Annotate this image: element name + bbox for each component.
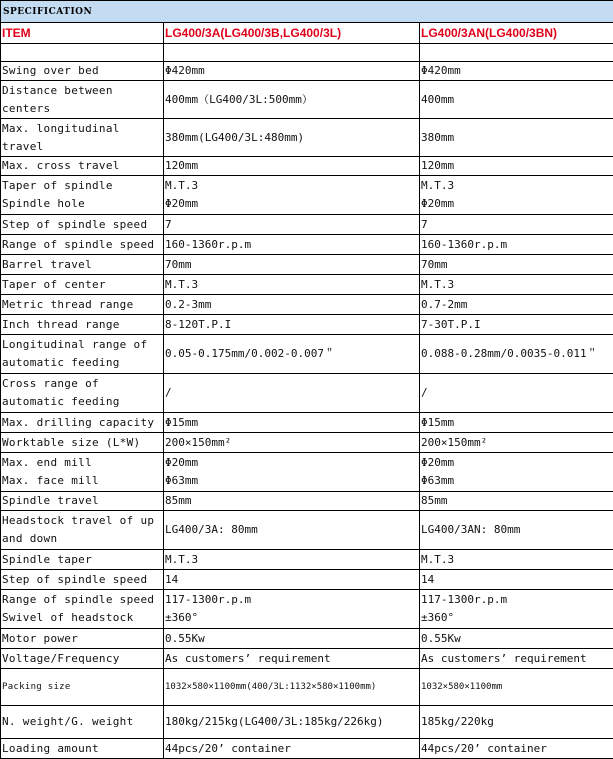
- spec-value: 14: [165, 571, 418, 589]
- spec-value: 120mm: [165, 157, 418, 175]
- spec-value: As customers’ requirement: [165, 650, 418, 668]
- spec-item-label: Worktable size (L*W): [2, 434, 162, 452]
- spec-value: ±360°: [421, 609, 612, 627]
- spec-value: 70mm: [165, 256, 418, 274]
- spec-value-an-cell: [420, 706, 613, 739]
- spec-value: M.T.3: [421, 177, 612, 195]
- spec-row: [1, 433, 613, 453]
- spec-value-an-cell: [420, 275, 613, 295]
- spec-item-label: Range of spindle speed: [2, 236, 162, 254]
- spec-item-label: Step of spindle speed: [2, 216, 162, 234]
- spec-item-cell: [1, 81, 164, 119]
- spec-item-label: Packing size: [2, 678, 162, 696]
- spec-item-cell: [1, 255, 164, 275]
- spec-value: 44pcs/20’ container: [421, 740, 612, 758]
- spec-item-label: Spindle travel: [2, 492, 162, 510]
- spec-item-label: Inch thread range: [2, 316, 162, 334]
- spec-value-an-cell: [420, 669, 613, 706]
- spec-value-an-cell: [420, 62, 613, 81]
- spec-row: [1, 215, 613, 235]
- spec-row: [1, 374, 613, 413]
- spec-value-an-cell: [420, 433, 613, 453]
- spec-row: [1, 590, 613, 629]
- spec-item-label: Taper of center: [2, 276, 162, 294]
- spec-value-an-cell: [420, 215, 613, 235]
- spec-value: 180kg/215kg(LG400/3L:185kg/226kg): [165, 713, 418, 731]
- spec-value-a-cell: [164, 374, 420, 413]
- spec-item-cell: [1, 669, 164, 706]
- spec-item-cell: [1, 119, 164, 157]
- spec-row: [1, 570, 613, 590]
- spec-value-a-cell: [164, 119, 420, 157]
- spec-value-an-cell: [420, 119, 613, 157]
- spec-value-an-cell: [420, 255, 613, 275]
- spec-item-label: Swing over bed: [2, 62, 162, 80]
- spec-value: 70mm: [421, 256, 612, 274]
- spec-item-cell: [1, 315, 164, 335]
- spec-item-label: Max. cross travel: [2, 157, 162, 175]
- spec-value: 1032×580×1100mm(400/3L:1132×580×1100mm): [165, 678, 418, 696]
- spec-item-label: Max. face mill: [2, 472, 162, 490]
- spec-value: M.T.3: [165, 177, 418, 195]
- spec-item-cell: [1, 433, 164, 453]
- spec-item-label: Range of spindle speed: [2, 591, 162, 609]
- spec-value-a-cell: [164, 413, 420, 433]
- spec-value-a-cell: [164, 81, 420, 119]
- spec-value-a-cell: [164, 649, 420, 669]
- spec-value-an-cell: [420, 570, 613, 590]
- blank-row: [1, 44, 613, 62]
- spec-value-a-cell: [164, 629, 420, 649]
- blank-cell: [1, 44, 164, 62]
- spec-value-a-cell: [164, 550, 420, 570]
- spec-value: Φ20mm: [165, 195, 418, 213]
- spec-value-an-cell: [420, 629, 613, 649]
- spec-value: 0.05-0.175mm/0.002-0.007＂: [165, 345, 418, 363]
- spec-value-a-cell: [164, 590, 420, 629]
- spec-value: M.T.3: [421, 276, 612, 294]
- spec-value: 117-1300r.p.m: [165, 591, 418, 609]
- spec-item-label: Max. drilling capacity: [2, 414, 162, 432]
- spec-value: 380mm: [421, 129, 612, 147]
- spec-value: Φ20mm: [165, 454, 418, 472]
- spec-item-cell: [1, 570, 164, 590]
- spec-value-a-cell: [164, 295, 420, 315]
- spec-item-cell: [1, 157, 164, 176]
- spec-item-label: Swivel of headstock: [2, 609, 162, 627]
- spec-value-a-cell: [164, 453, 420, 492]
- spec-value: M.T.3: [421, 551, 612, 569]
- spec-row: [1, 157, 613, 176]
- spec-value-an-cell: [420, 511, 613, 550]
- spec-row: [1, 706, 613, 739]
- spec-value: 1032×580×1100mm: [421, 678, 612, 696]
- header-model-an: LG400/3AN(LG400/3BN): [420, 23, 613, 44]
- spec-value-an-cell: [420, 550, 613, 570]
- spec-value-a-cell: [164, 157, 420, 176]
- blank-cell: [420, 44, 613, 62]
- spec-value: ±360°: [165, 609, 418, 627]
- spec-row: [1, 81, 613, 119]
- spec-value-a-cell: [164, 275, 420, 295]
- spec-value: M.T.3: [165, 276, 418, 294]
- spec-item-label: Loading amount: [2, 740, 162, 758]
- spec-value: 200×150mm²: [165, 434, 418, 452]
- spec-row: [1, 255, 613, 275]
- spec-item-label: Step of spindle speed: [2, 571, 162, 589]
- spec-row: [1, 629, 613, 649]
- spec-value: 85mm: [165, 492, 418, 510]
- spec-row: [1, 335, 613, 374]
- spec-value: 85mm: [421, 492, 612, 510]
- spec-item-label: Cross range of automatic feeding: [2, 375, 162, 411]
- spec-item-cell: [1, 176, 164, 215]
- spec-row: [1, 119, 613, 157]
- spec-item-label: Headstock travel of up and down: [2, 512, 162, 548]
- spec-value: 7: [165, 216, 418, 234]
- blank-cell: [164, 44, 420, 62]
- spec-value: 0.2-3mm: [165, 296, 418, 314]
- spec-value: 117-1300r.p.m: [421, 591, 612, 609]
- spec-item-cell: [1, 550, 164, 570]
- spec-value: /: [165, 384, 418, 402]
- spec-item-label: Barrel travel: [2, 256, 162, 274]
- spec-value-an-cell: [420, 453, 613, 492]
- spec-row: [1, 511, 613, 550]
- header-item: ITEM: [1, 23, 164, 44]
- spec-item-cell: [1, 374, 164, 413]
- spec-value: 8-120T.P.I: [165, 316, 418, 334]
- spec-item-label: Distance between centers: [2, 82, 162, 118]
- spec-item-label: Spindle hole: [2, 195, 162, 213]
- spec-item-cell: [1, 295, 164, 315]
- spec-value: 400mm（LG400/3L:500mm）: [165, 91, 418, 109]
- spec-row: [1, 492, 613, 511]
- title-row: [1, 1, 613, 23]
- spec-value: 0.55Kw: [165, 630, 418, 648]
- spec-value: As customers’ requirement: [421, 650, 612, 668]
- spec-item-cell: [1, 629, 164, 649]
- spec-row: [1, 315, 613, 335]
- header-model-a: LG400/3A(LG400/3B,LG400/3L): [164, 23, 420, 44]
- spec-value-a-cell: [164, 176, 420, 215]
- spec-row: [1, 295, 613, 315]
- spec-value: 160-1360r.p.m: [421, 236, 612, 254]
- spec-value: 120mm: [421, 157, 612, 175]
- spec-row: [1, 62, 613, 81]
- spec-row: [1, 275, 613, 295]
- header-row: [1, 23, 613, 44]
- spec-value-an-cell: [420, 235, 613, 255]
- spec-value-an-cell: [420, 295, 613, 315]
- spec-value: 7: [421, 216, 612, 234]
- spec-value-an-cell: [420, 176, 613, 215]
- spec-item-label: Max. end mill: [2, 454, 162, 472]
- spec-item-cell: [1, 706, 164, 739]
- spec-value: 185kg/220kg: [421, 713, 612, 731]
- spec-value-a-cell: [164, 215, 420, 235]
- spec-row: [1, 550, 613, 570]
- spec-value: Φ15mm: [165, 414, 418, 432]
- spec-value-a-cell: [164, 235, 420, 255]
- spec-value: Φ20mm: [421, 195, 612, 213]
- specification-table-body: [1, 1, 613, 759]
- spec-item-cell: [1, 62, 164, 81]
- spec-value-an-cell: [420, 492, 613, 511]
- spec-item-label: Longitudinal range of automatic feeding: [2, 336, 162, 372]
- spec-value-a-cell: [164, 669, 420, 706]
- spec-value: 44pcs/20’ container: [165, 740, 418, 758]
- spec-value: 0.55Kw: [421, 630, 612, 648]
- spec-value-a-cell: [164, 511, 420, 550]
- spec-item-cell: [1, 453, 164, 492]
- spec-value: 14: [421, 571, 612, 589]
- spec-item-label: Motor power: [2, 630, 162, 648]
- spec-value-a-cell: [164, 570, 420, 590]
- spec-value-a-cell: [164, 255, 420, 275]
- spec-item-cell: [1, 215, 164, 235]
- spec-value: Φ420mm: [165, 62, 418, 80]
- spec-row: [1, 413, 613, 433]
- spec-item-label: Taper of spindle: [2, 177, 162, 195]
- spec-value-an-cell: [420, 413, 613, 433]
- spec-item-cell: [1, 492, 164, 511]
- spec-item-label: Spindle taper: [2, 551, 162, 569]
- spec-value: M.T.3: [165, 551, 418, 569]
- spec-item-cell: [1, 649, 164, 669]
- spec-value: 380mm(LG400/3L:480mm): [165, 129, 418, 147]
- spec-value: Φ63mm: [421, 472, 612, 490]
- spec-value-an-cell: [420, 157, 613, 176]
- spec-row: [1, 176, 613, 215]
- spec-row: [1, 669, 613, 706]
- specification-title: SPECIFICATION: [1, 1, 613, 23]
- spec-value-an-cell: [420, 649, 613, 669]
- spec-value: 200×150mm²: [421, 434, 612, 452]
- spec-item-cell: [1, 590, 164, 629]
- spec-row: [1, 453, 613, 492]
- spec-value-an-cell: [420, 374, 613, 413]
- spec-item-cell: [1, 511, 164, 550]
- spec-value-a-cell: [164, 706, 420, 739]
- spec-value: 0.7-2mm: [421, 296, 612, 314]
- spec-item-cell: [1, 413, 164, 433]
- spec-value: Φ15mm: [421, 414, 612, 432]
- spec-value: 0.088-0.28mm/0.0035-0.011＂: [421, 345, 612, 363]
- spec-value-a-cell: [164, 433, 420, 453]
- spec-value-an-cell: [420, 315, 613, 335]
- spec-item-label: Metric thread range: [2, 296, 162, 314]
- spec-value: 160-1360r.p.m: [165, 236, 418, 254]
- spec-item-label: Voltage/Frequency: [2, 650, 162, 668]
- spec-value-a-cell: [164, 492, 420, 511]
- spec-value-an-cell: [420, 590, 613, 629]
- spec-row: [1, 649, 613, 669]
- spec-value-an-cell: [420, 335, 613, 374]
- spec-item-cell: [1, 235, 164, 255]
- spec-value-a-cell: [164, 62, 420, 81]
- spec-value: LG400/3AN: 80mm: [421, 521, 612, 539]
- spec-value: 7-30T.P.I: [421, 316, 612, 334]
- spec-value: Φ20mm: [421, 454, 612, 472]
- spec-value: /: [421, 384, 612, 402]
- spec-item-label: N. weight/G. weight: [2, 713, 162, 731]
- spec-item-cell: [1, 275, 164, 295]
- spec-value: 400mm: [421, 91, 612, 109]
- spec-value: Φ420mm: [421, 62, 612, 80]
- spec-value: Φ63mm: [165, 472, 418, 490]
- spec-value-an-cell: [420, 81, 613, 119]
- spec-item-label: Max. longitudinal travel: [2, 120, 162, 156]
- spec-value: LG400/3A: 80mm: [165, 521, 418, 539]
- spec-item-cell: [1, 335, 164, 374]
- spec-row: [1, 235, 613, 255]
- spec-value-a-cell: [164, 315, 420, 335]
- spec-value-a-cell: [164, 335, 420, 374]
